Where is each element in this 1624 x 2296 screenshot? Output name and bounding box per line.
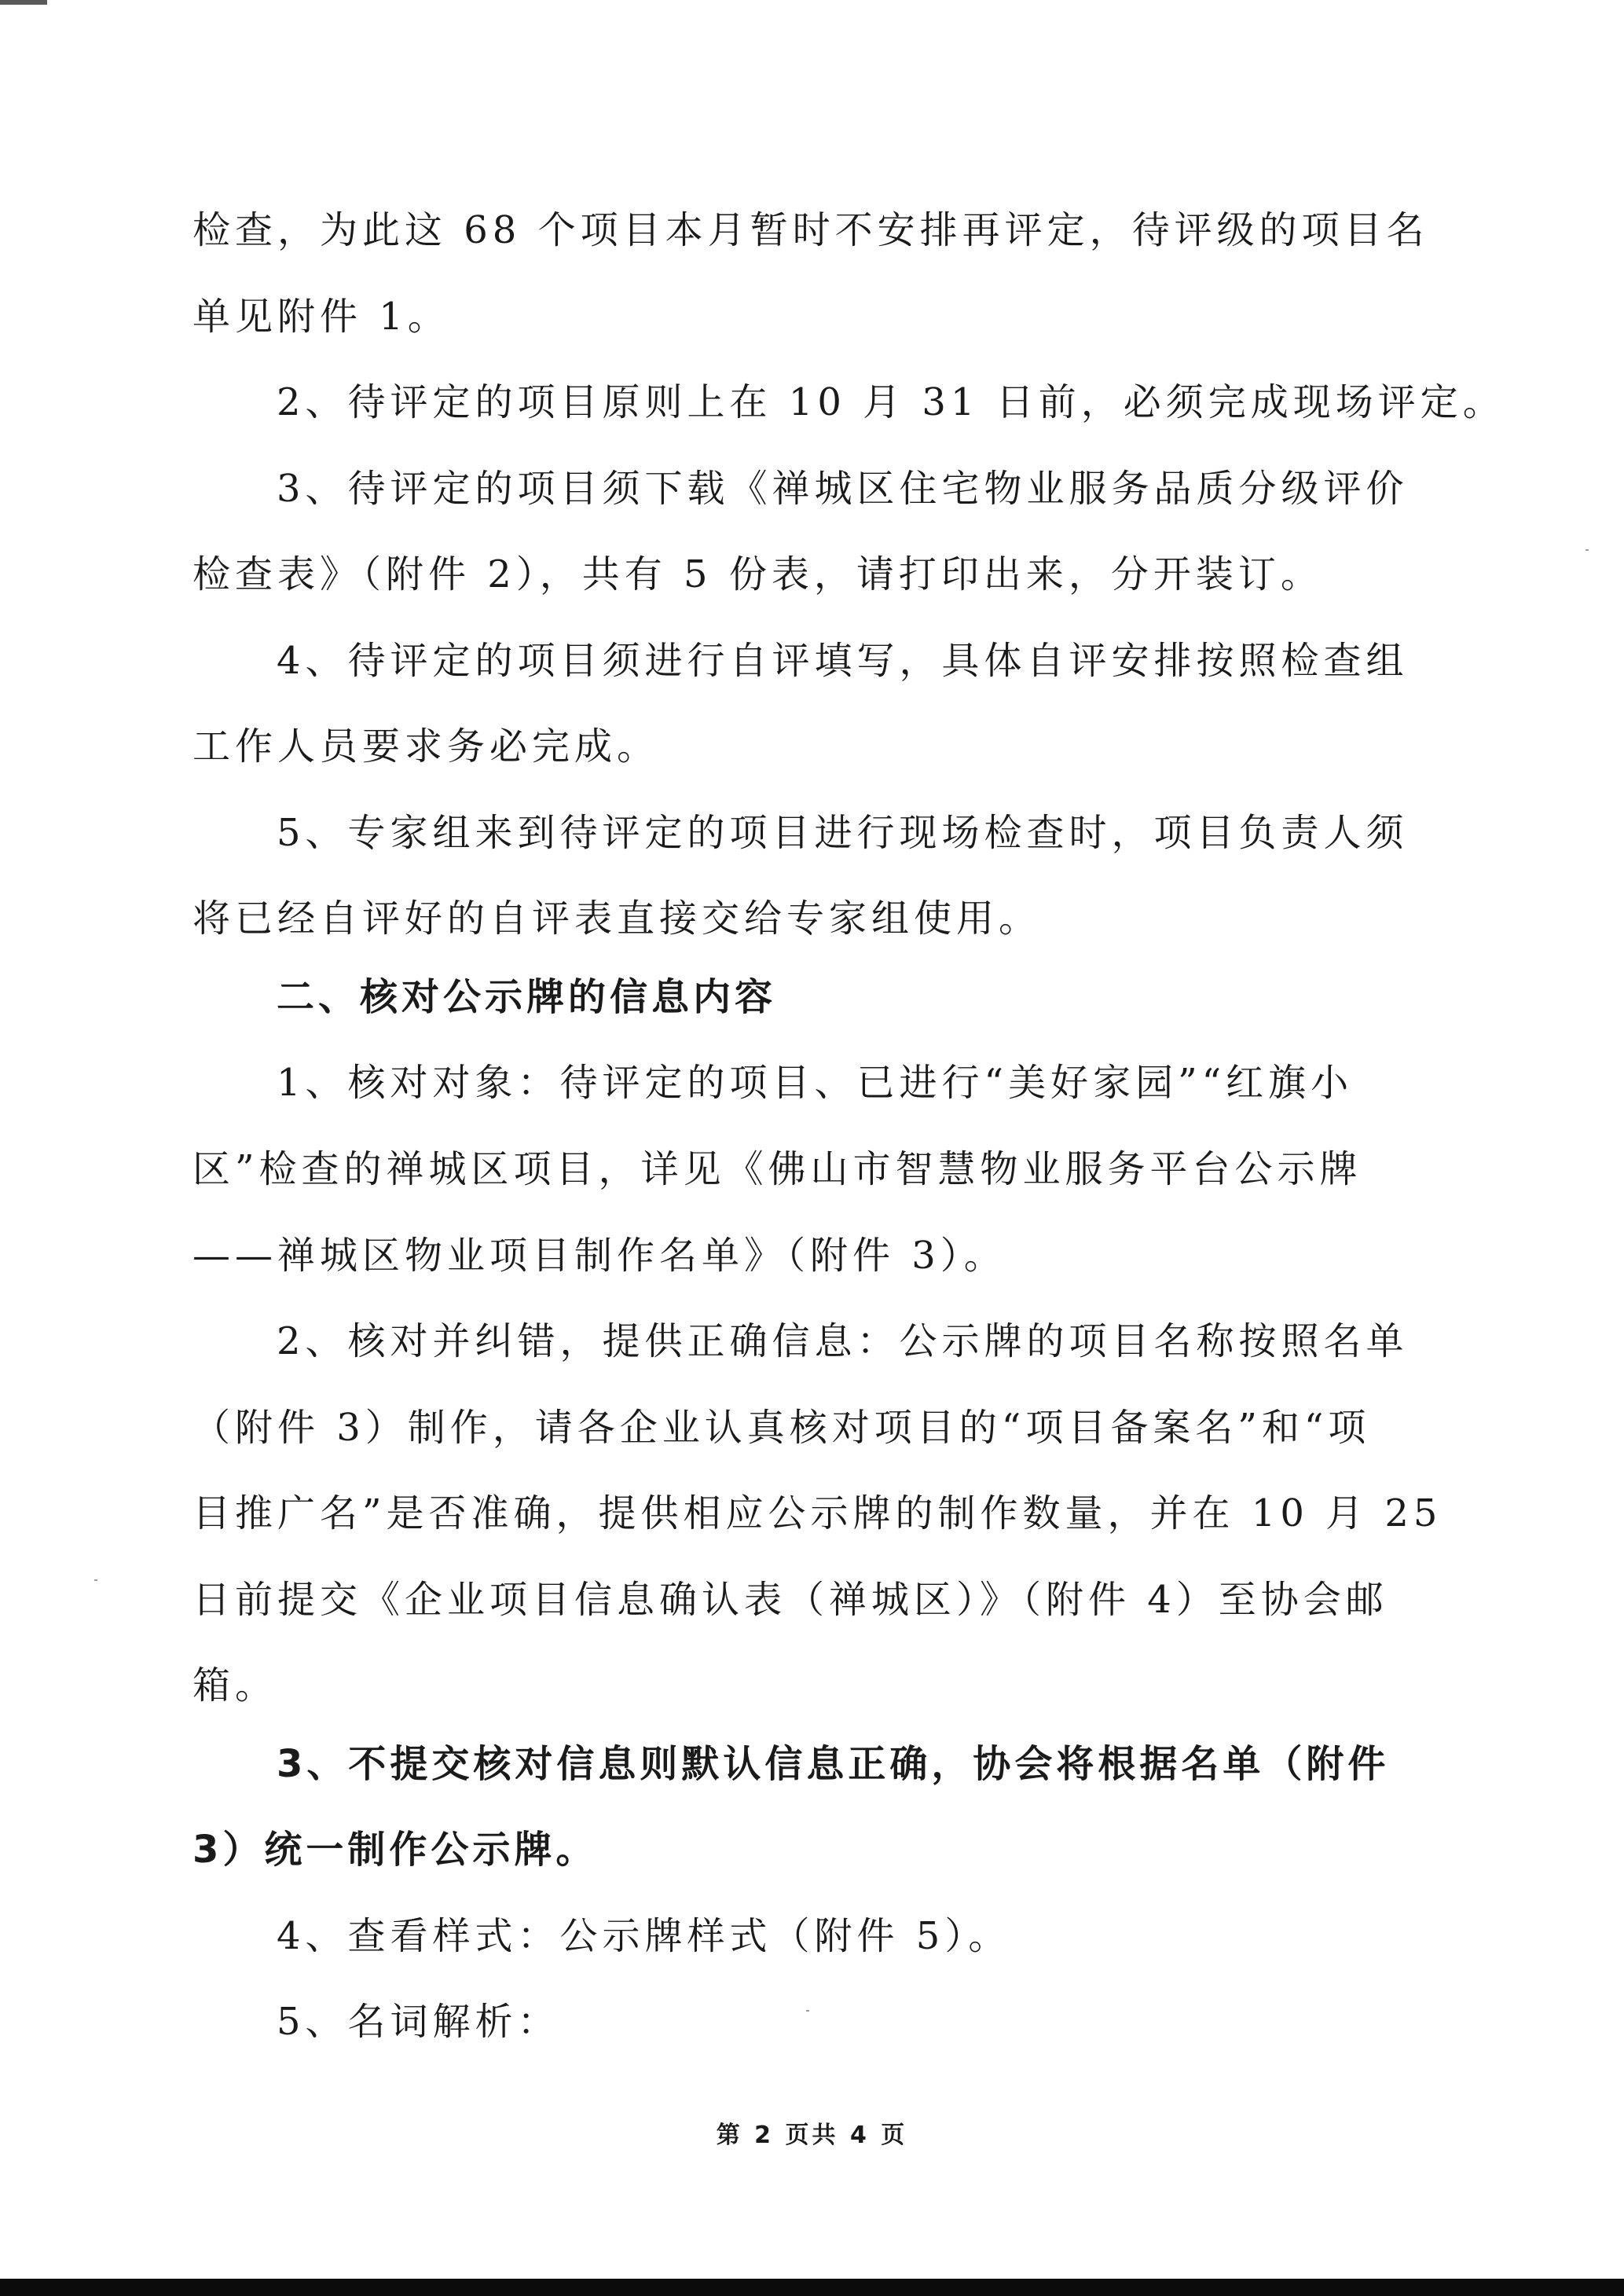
check-item-5-line-1: 5、名词解析： <box>277 2000 560 2044</box>
check-item-3-line-1: 3、不提交核对信息则默认信息正确，协会将根据名单（附件 <box>277 1742 1390 1786</box>
item-5-line-1: 5、专家组来到待评定的项目进行现场检查时，项目负责人须 <box>277 811 1409 855</box>
check-item-1-line-1: 1、核对对象：待评定的项目、已进行“美好家园”“红旗小 <box>277 1061 1354 1105</box>
scan-speck <box>806 2010 809 2012</box>
check-item-4-line-1: 4、查看样式：公示牌样式（附件 5）。 <box>277 1914 1011 1958</box>
page-number-footer: 第 2 页共 4 页 <box>716 2122 908 2149</box>
check-item-2-line-4: 日前提交《企业项目信息确认表（禅城区）》（附件 4）至协会邮 <box>192 1578 1388 1622</box>
scan-speck <box>94 1579 97 1581</box>
item-2-line-1: 2、待评定的项目原则上在 10 月 31 日前，必须完成现场评定。 <box>277 380 1505 424</box>
check-item-2-line-3: 目推广名”是否准确，提供相应公示牌的制作数量，并在 10 月 25 <box>192 1491 1443 1535</box>
item-3-line-1: 3、待评定的项目须下载《禅城区住宅物业服务品质分级评价 <box>277 467 1409 511</box>
scan-speck <box>1586 549 1589 551</box>
paragraph-line-1: 检查，为此这 68 个项目本月暂时不安排再评定，待评级的项目名 <box>192 208 1429 252</box>
check-item-2-line-1: 2、核对并纠错，提供正确信息：公示牌的项目名称按照名单 <box>277 1319 1409 1363</box>
check-item-2-line-2: （附件 3）制作，请各企业认真核对项目的“项目备案名”和“项 <box>192 1406 1371 1450</box>
paragraph-line-2: 单见附件 1。 <box>192 295 450 339</box>
check-item-1-line-3: ——禅城区物业项目制作名单》（附件 3）。 <box>192 1234 1006 1278</box>
item-4-line-1: 4、待评定的项目须进行自评填写，具体自评安排按照检查组 <box>277 639 1409 683</box>
item-3-line-2: 检查表》（附件 2），共有 5 份表，请打印出来，分开装订。 <box>192 552 1323 596</box>
check-item-2-line-5: 箱。 <box>192 1663 278 1707</box>
scan-corner-mark <box>0 0 47 5</box>
item-5-line-2: 将已经自评好的自评表直接交给专家组使用。 <box>192 897 1042 941</box>
check-item-3-line-2: 3）统一制作公示牌。 <box>192 1828 598 1872</box>
check-item-1-line-2: 区”检查的禅城区项目，详见《佛山市智慧物业服务平台公示牌 <box>192 1147 1362 1191</box>
scan-bottom-edge <box>0 2279 1624 2296</box>
section-heading: 二、核对公示牌的信息内容 <box>277 975 777 1019</box>
item-4-line-2: 工作人员要求务必完成。 <box>192 724 660 768</box>
